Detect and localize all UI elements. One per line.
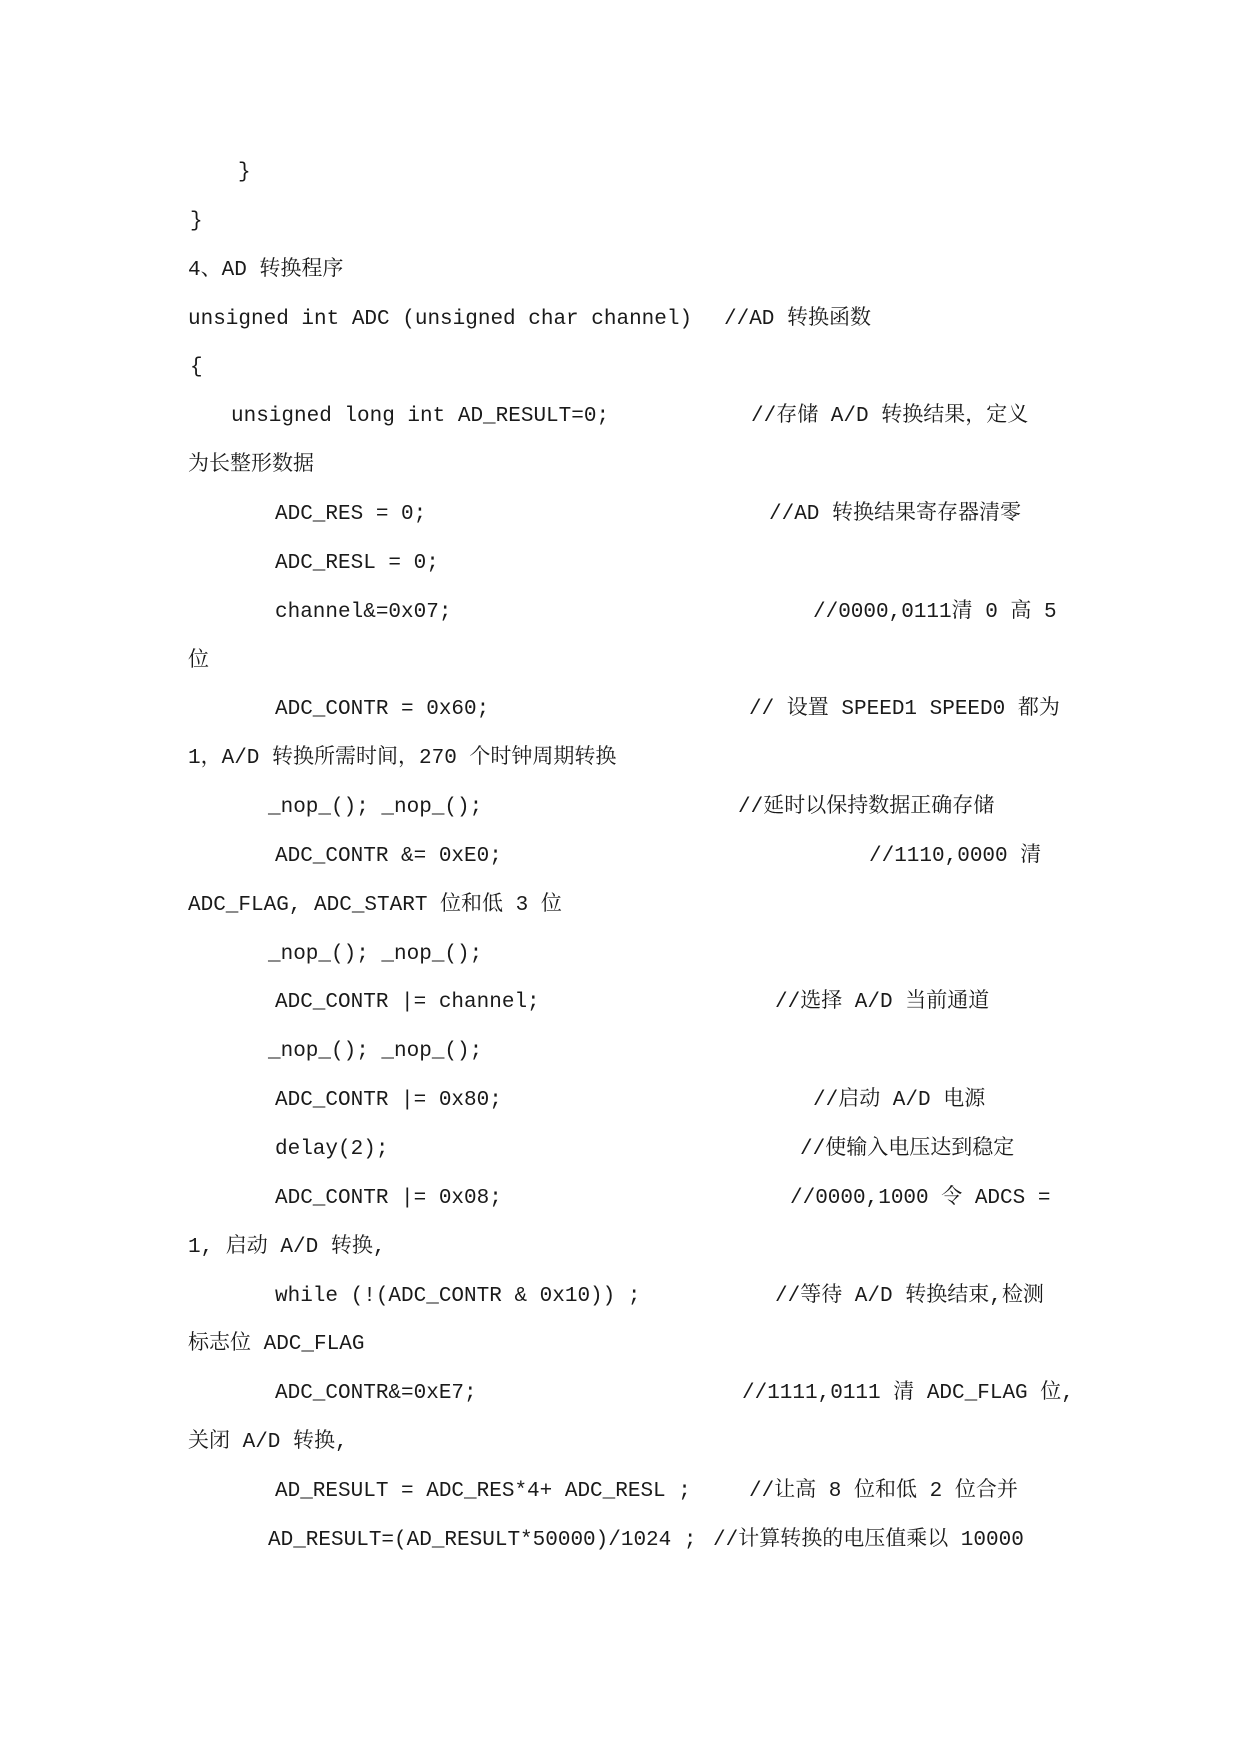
code-comment: //使输入电压达到稳定 bbox=[800, 1138, 1015, 1161]
code-line bbox=[0, 296, 1241, 344]
comment-continuation bbox=[0, 442, 1241, 490]
code-comment: //等待 A/D 转换结束,检测 bbox=[775, 1285, 1044, 1308]
comment-continuation bbox=[0, 735, 1241, 783]
code-line bbox=[0, 1370, 1241, 1418]
comment-continuation bbox=[0, 1419, 1241, 1467]
closing-brace: } bbox=[190, 210, 203, 233]
code-line bbox=[0, 540, 1241, 588]
code-statement: ADC_CONTR |= 0x80; bbox=[275, 1089, 502, 1112]
code-line bbox=[0, 931, 1241, 979]
closing-brace: } bbox=[238, 161, 251, 184]
section-heading bbox=[0, 247, 1241, 295]
section-heading-text: 4、AD 转换程序 bbox=[188, 259, 344, 282]
code-comment: //AD 转换结果寄存器清零 bbox=[769, 503, 1022, 526]
code-line bbox=[0, 1468, 1241, 1516]
code-comment: //让高 8 位和低 2 位合并 bbox=[749, 1480, 1018, 1503]
code-comment: //1110,0000 清 bbox=[869, 845, 1042, 868]
code-line bbox=[0, 491, 1241, 539]
code-line bbox=[0, 393, 1241, 441]
code-statement: ADC_CONTR&=0xE7; bbox=[275, 1382, 477, 1405]
code-line bbox=[0, 979, 1241, 1027]
code-line bbox=[0, 344, 1241, 392]
code-comment: //启动 A/D 电源 bbox=[813, 1089, 986, 1112]
function-signature: unsigned int ADC (unsigned char channel) bbox=[188, 308, 693, 331]
code-statement: ADC_RES = 0; bbox=[275, 503, 427, 526]
code-statement: channel&=0x07; bbox=[275, 601, 452, 624]
code-statement: while (!(ADC_CONTR & 0x10)) ; bbox=[275, 1285, 641, 1308]
code-line bbox=[0, 1517, 1241, 1565]
code-statement: unsigned long int AD_RESULT=0; bbox=[231, 405, 610, 428]
opening-brace: { bbox=[190, 356, 203, 379]
code-statement: AD_RESULT = ADC_RES*4+ ADC_RESL ; bbox=[275, 1480, 691, 1503]
code-line bbox=[0, 1077, 1241, 1125]
code-line bbox=[0, 833, 1241, 881]
code-line bbox=[0, 1273, 1241, 1321]
comment-continuation bbox=[0, 638, 1241, 686]
code-statement: _nop_(); _nop_(); bbox=[268, 1040, 483, 1063]
code-line bbox=[0, 1028, 1241, 1076]
code-line bbox=[0, 1175, 1241, 1223]
code-statement: ADC_CONTR |= 0x08; bbox=[275, 1187, 502, 1210]
code-statement: AD_RESULT=(AD_RESULT*50000)/1024 ; bbox=[268, 1529, 697, 1552]
code-statement: ADC_CONTR &= 0xE0; bbox=[275, 845, 502, 868]
code-line bbox=[0, 589, 1241, 637]
code-comment: //1111,0111 清 ADC_FLAG 位, bbox=[742, 1382, 1074, 1405]
code-comment: //计算转换的电压值乘以 10000 bbox=[713, 1529, 1024, 1552]
comment-continuation-text: 为长整形数据 bbox=[188, 454, 314, 477]
code-comment: //0000,1000 令 ADCS = bbox=[790, 1187, 1051, 1210]
comment-continuation-text: 标志位 ADC_FLAG bbox=[188, 1333, 365, 1356]
code-comment: //AD 转换函数 bbox=[724, 308, 872, 331]
code-statement: ADC_CONTR |= channel; bbox=[275, 991, 540, 1014]
code-comment: //延时以保持数据正确存储 bbox=[738, 796, 995, 819]
comment-continuation bbox=[0, 1224, 1241, 1272]
comment-continuation-text: 1, 启动 A/D 转换, bbox=[188, 1236, 386, 1259]
code-comment: //存储 A/D 转换结果，定义 bbox=[751, 405, 1029, 428]
comment-continuation bbox=[0, 1321, 1241, 1369]
code-line bbox=[0, 686, 1241, 734]
code-statement: delay(2); bbox=[275, 1138, 389, 1161]
code-statement: ADC_RESL = 0; bbox=[275, 552, 439, 575]
comment-continuation-text: 关闭 A/D 转换, bbox=[188, 1431, 348, 1454]
code-comment: //0000,0111清 0 高 5 bbox=[813, 601, 1057, 624]
code-statement: _nop_(); _nop_(); bbox=[268, 943, 483, 966]
code-statement: _nop_(); _nop_(); bbox=[268, 796, 483, 819]
code-comment: // 设置 SPEED1 SPEED0 都为 bbox=[749, 698, 1060, 721]
code-line bbox=[0, 149, 1241, 197]
code-comment: //选择 A/D 当前通道 bbox=[775, 991, 990, 1014]
comment-continuation-text: 位 bbox=[188, 650, 209, 673]
code-line bbox=[0, 784, 1241, 832]
comment-continuation bbox=[0, 882, 1241, 930]
code-line bbox=[0, 1126, 1241, 1174]
code-statement: ADC_CONTR = 0x60; bbox=[275, 698, 490, 721]
comment-continuation-text: 1，A/D 转换所需时间，270 个时钟周期转换 bbox=[188, 747, 617, 770]
comment-continuation-text: ADC_FLAG, ADC_START 位和低 3 位 bbox=[188, 894, 562, 917]
code-line bbox=[0, 198, 1241, 246]
